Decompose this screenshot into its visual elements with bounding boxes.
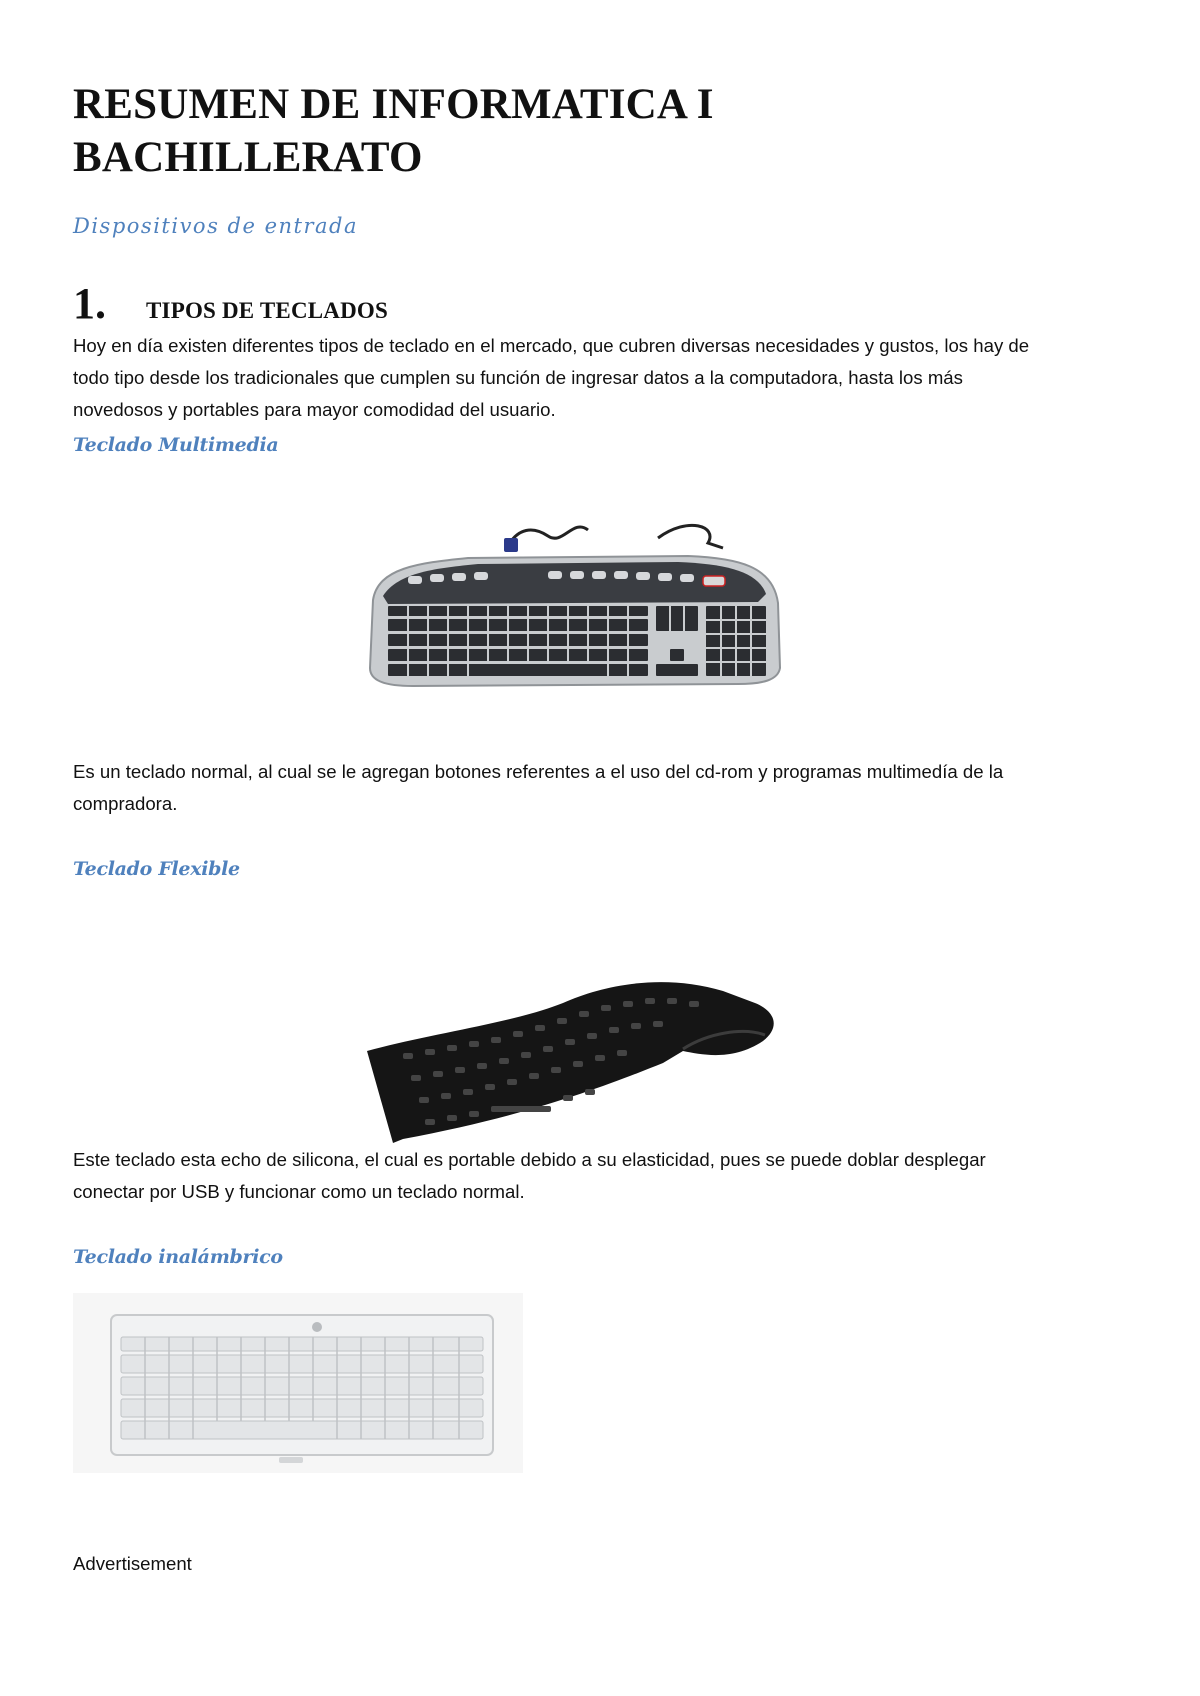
section-number: 1. <box>73 279 106 328</box>
description-line: conectar por USB y funcionar como un teclado normal. <box>73 1181 525 1202</box>
title-line-1: RESUMEN DE INFORMATICA I <box>73 81 714 128</box>
multimedia-keyboard-image <box>358 508 798 693</box>
flexible-keyboard-image <box>363 963 783 1153</box>
description-line: compradora. <box>73 793 178 814</box>
intro-line: Hoy en día existen diferentes tipos de teclado en el mercado, que cubren diversas necesidades y gustos, los hay de <box>73 335 1030 356</box>
heading-teclado-inalambrico: Teclado inalámbrico <box>73 1246 283 1268</box>
intro-line: todo tipo desde los tradicionales que cumplen su función de ingresar datos a la computadora, hasta los más <box>73 367 963 388</box>
heading-teclado-flexible: Teclado Flexible <box>73 858 240 880</box>
wireless-keyboard-image <box>73 1293 523 1473</box>
description-line: Es un teclado normal, al cual se le agregan botones referentes a el uso del cd-rom y programas multimedía de la <box>73 761 1004 782</box>
title-line-2: BACHILLERATO <box>73 134 423 181</box>
document-subtitle: Dispositivos de entrada <box>73 214 358 238</box>
heading-teclado-multimedia: Teclado Multimedia <box>73 434 279 456</box>
document-title <box>73 78 1133 184</box>
intro-paragraph <box>73 330 1133 426</box>
flexible-description <box>73 1144 1133 1208</box>
description-line: Este teclado esta echo de silicona, el cual es portable debido a su elasticidad, pues se puede doblar desplegar <box>73 1149 986 1170</box>
advertisement-label: Advertisement <box>73 1553 192 1574</box>
section-title: TIPOS DE TECLADOS <box>146 298 388 323</box>
intro-line: novedosos y portables para mayor comodidad del usuario. <box>73 399 556 420</box>
document-page <box>73 78 1133 1574</box>
multimedia-description <box>73 756 1133 820</box>
section-heading <box>73 278 388 329</box>
